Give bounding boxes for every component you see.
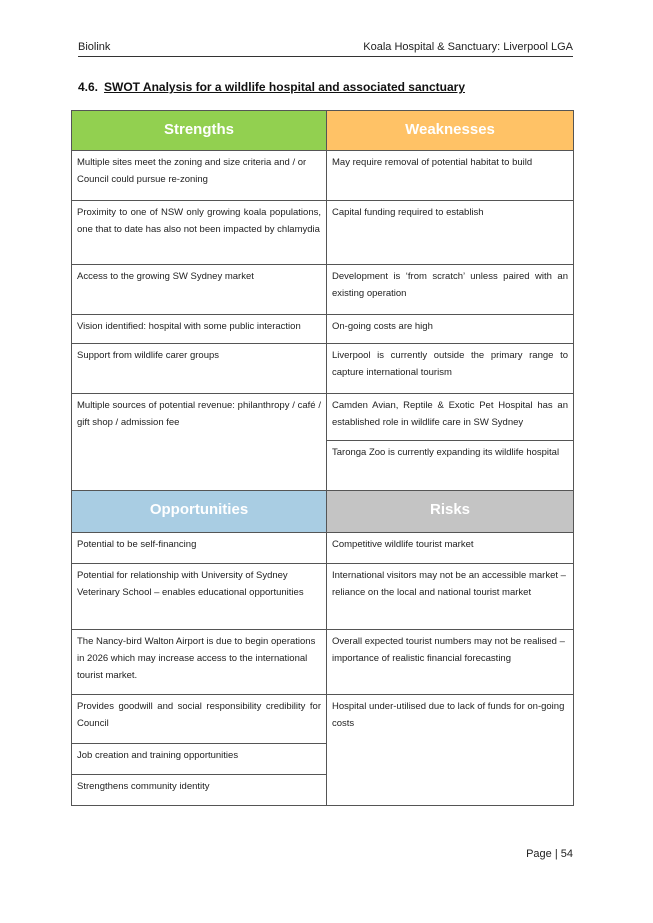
risks-header: Risks <box>326 490 574 533</box>
weakness-item: Taronga Zoo is currently expanding its wildlife hospital <box>326 440 574 491</box>
section-heading <box>78 80 465 94</box>
section-number: 4.6. <box>78 80 99 94</box>
strength-item: Vision identified: hospital with some public interaction <box>71 314 327 344</box>
weakness-item: May require removal of potential habitat to build <box>326 150 574 201</box>
weakness-item: Development is ‘from scratch’ unless paired with an existing operation <box>326 264 574 315</box>
strength-item: Support from wildlife carer groups <box>71 343 327 394</box>
opportunity-item: Potential to be self-financing <box>71 532 327 564</box>
opportunity-item: Strengthens community identity <box>71 774 327 806</box>
weaknesses-header: Weaknesses <box>326 110 574 151</box>
section-title: SWOT Analysis for a wildlife hospital and associated sanctuary <box>104 80 465 94</box>
strength-item: Proximity to one of NSW only growing koala populations, one that to date has also not been impacted by chlamydia <box>71 200 327 265</box>
risk-item: Hospital under-utilised due to lack of funds for on-going costs <box>326 694 574 806</box>
opportunity-item: Potential for relationship with University of Sydney Veterinary School – enables educational opportunities <box>71 563 327 630</box>
risk-item: Overall expected tourist numbers may not be realised – importance of realistic financial forecasting <box>326 629 574 695</box>
strength-item: Access to the growing SW Sydney market <box>71 264 327 315</box>
opportunity-item: The Nancy-bird Walton Airport is due to begin operations in 2026 which may increase access to the international tourist market. <box>71 629 327 695</box>
weakness-item: Liverpool is currently outside the primary range to capture international tourism <box>326 343 574 394</box>
weakness-item: Camden Avian, Reptile & Exotic Pet Hospital has an established role in wildlife care in SW Sydney <box>326 393 574 441</box>
opportunities-header: Opportunities <box>71 490 327 533</box>
strengths-header: Strengths <box>71 110 327 151</box>
weakness-item: On-going costs are high <box>326 314 574 344</box>
header-right-text: Koala Hospital & Sanctuary: Liverpool LGA <box>363 41 573 53</box>
weakness-item: Capital funding required to establish <box>326 200 574 265</box>
header-left-text: Biolink <box>78 41 111 53</box>
page-number: Page | 54 <box>526 848 573 860</box>
opportunity-item: Job creation and training opportunities <box>71 743 327 775</box>
risk-item: International visitors may not be an accessible market – reliance on the local and national tourist market <box>326 563 574 630</box>
header-rule <box>78 56 573 57</box>
strength-item: Multiple sites meet the zoning and size criteria and / or Council could pursue re-zoning <box>71 150 327 201</box>
opportunity-item: Provides goodwill and social responsibility credibility for Council <box>71 694 327 744</box>
risk-item: Competitive wildlife tourist market <box>326 532 574 564</box>
strength-item: Multiple sources of potential revenue: philanthropy / café / gift shop / admission fee <box>71 393 327 491</box>
